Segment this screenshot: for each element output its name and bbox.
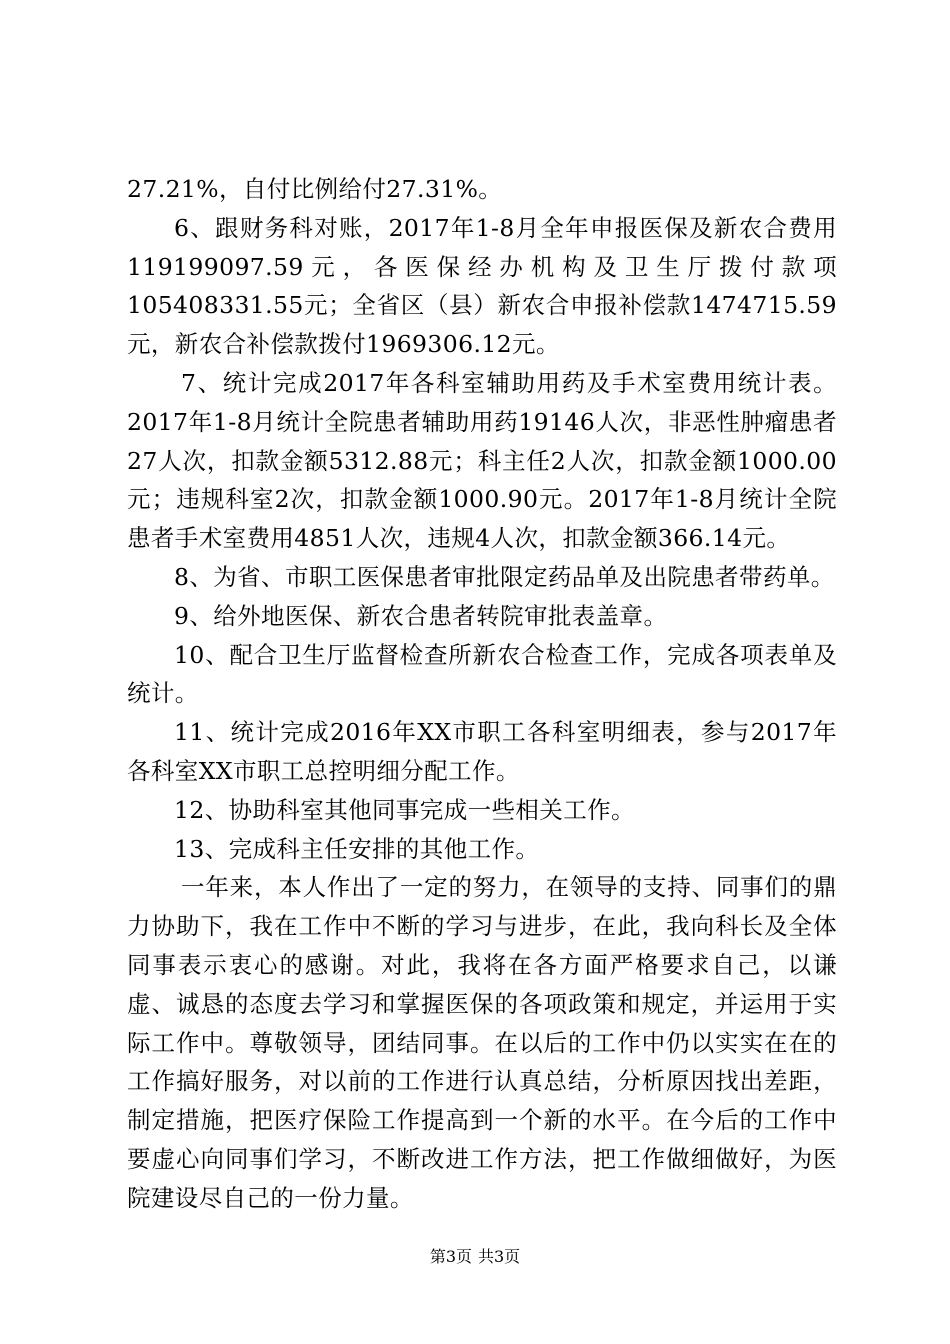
paragraph-item-6: 6、跟财务科对账，2017年1-8月全年申报医保及新农合费用119199097.59元，各医保经办机构及卫生厅拨付款项105408331.55元；全省区（县）新农合申报补偿款1474715.59元，新农合补偿款拨付1969306.12元。 bbox=[127, 213, 837, 359]
paragraph-item-13: 13、完成科主任安排的其他工作。 bbox=[174, 834, 540, 863]
paragraph-continuation: 27.21%，自付比例给付27.31%。 bbox=[127, 175, 503, 203]
page-footer bbox=[0, 1247, 950, 1267]
paragraph-item-8: 8、为省、市职工医保患者审批限定药品单及出院患者带药单。 bbox=[174, 562, 835, 591]
paragraph-item-9: 9、给外地医保、新农合患者转院审批表盖章。 bbox=[174, 601, 668, 630]
paragraph-summary: 一年来，本人作出了一定的努力，在领导的支持、同事们的鼎力协助下，我在工作中不断的学习与进步，在此，我向科长及全体同事表示衷心的感谢。对此，我将在各方面严格要求自己，以谦虚、诚恳的态度去学习和掌握医保的各项政策和规定，并运用于实际工作中。尊敬领导，团结同事。在以后的工作中仍以实实在在的工作搞好服务，对以前的工作进行认真总结，分析原因找出差距，制定措施，把医疗保险工作提高到一个新的水平。在今后的工作中要虚心向同事们学习，不断改进工作方法，把工作做细做好，为医院建设尽自己的一份力量。 bbox=[127, 873, 837, 1212]
document-body bbox=[127, 170, 837, 1218]
paragraph-item-7: 7、统计完成2017年各科室辅助用药及手术室费用统计表。2017年1-8月统计全院患者辅助用药19146人次，非恶性肿瘤患者27人次，扣款金额5312.88元；科主任2人次，扣款金额1000.00元；违规科室2次，扣款金额1000.90元。2017年1-8月统计全院患者手术室费用4851人次，违规4人次，扣款金额366.14元。 bbox=[127, 368, 837, 553]
page-total: 共3页 bbox=[478, 1247, 521, 1266]
paragraph-item-10: 10、配合卫生厅监督检查所新农合检查工作，完成各项表单及统计。 bbox=[127, 640, 837, 708]
paragraph-item-12: 12、协助科室其他同事完成一些相关工作。 bbox=[174, 795, 635, 824]
page-number: 第3页 bbox=[429, 1247, 472, 1266]
paragraph-item-11: 11、统计完成2016年XX市职工各科室明细表，参与2017年各科室XX市职工总控明细分配工作。 bbox=[127, 718, 837, 785]
